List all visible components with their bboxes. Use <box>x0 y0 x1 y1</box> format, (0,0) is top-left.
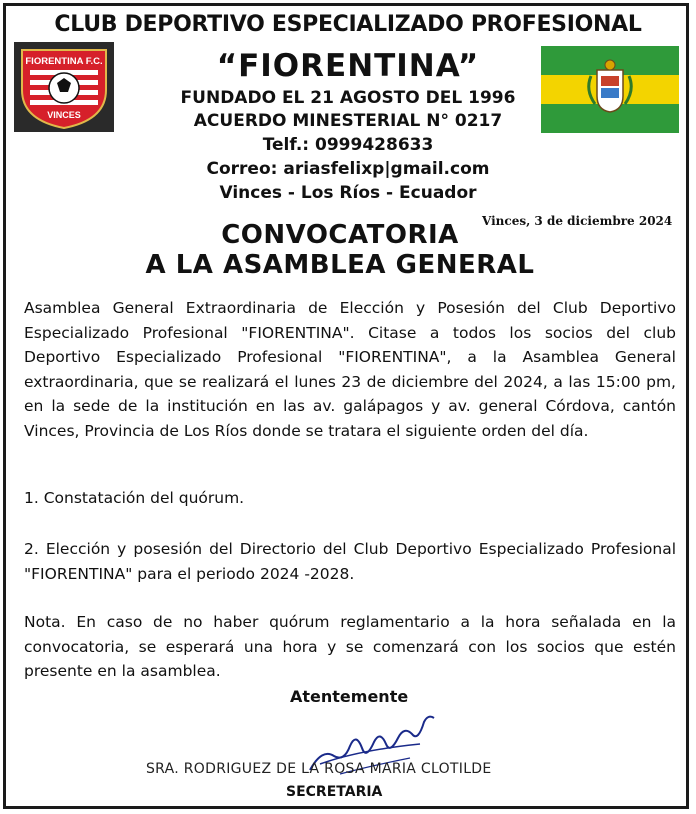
club-name: CLUB DEPORTIVO ESPECIALIZADO PROFESIONAL <box>54 12 642 37</box>
title-line-1: CONVOCATORIA <box>221 220 459 250</box>
agenda-item-2: 2. Elección y posesión del Directorio del Club Deportivo Especializado Profesional "FIORENTINA" para el periodo 2024 -2028. <box>24 540 676 583</box>
body-paragraph-intro: Asamblea General Extraordinaria de Elección y Posesión del Club Deportivo Especializado Profesional "FIORENTINA". Citase a todos los socios del club Deportivo Especializado Profesional "FIORENTINA", a la Asamblea General extraordinaria, que se realizará el lunes 23 de diciembre del 2024, a las 15:00 pm, en la sede de la institución en las av. galápagos y av. general Córdova, cantón Vinces, Provincia de Los Ríos donde se tratara el siguiente orden del día. <box>24 299 676 440</box>
club-nickname: “FIORENTINA” <box>216 48 480 84</box>
closing-salutation: Atentemente <box>290 687 409 706</box>
logo-top-text: FIORENTINA F.C. <box>25 56 103 67</box>
agenda-item-1: 1. Constatación del quórum. <box>24 489 245 507</box>
location: Vinces - Los Ríos - Ecuador <box>219 183 477 203</box>
title-line-2: A LA ASAMBLEA GENERAL <box>145 250 535 280</box>
founded-date: FUNDADO EL 21 AGOSTO DEL 1996 <box>180 88 516 108</box>
phone-number: Telf.: 0999428633 <box>262 135 434 155</box>
email-address: Correo: ariasfelixp|gmail.com <box>206 159 490 179</box>
logo-bottom-text: VINCES <box>47 110 81 120</box>
signer-name: SRA. RODRIGUEZ DE LA ROSA MARIA CLOTILDE <box>146 761 492 777</box>
signer-role: SECRETARIA <box>286 784 383 800</box>
ministerial-agreement: ACUERDO MINESTERIAL N° 0217 <box>193 111 503 131</box>
body-note: Nota. En caso de no haber quórum reglamentario a la hora señalada en la convocatoria, se esperará una hora y se comenzará con los socios que estén presente en la asamblea. <box>24 613 676 680</box>
document-date: Vinces, 3 de diciembre 2024 <box>482 214 673 228</box>
